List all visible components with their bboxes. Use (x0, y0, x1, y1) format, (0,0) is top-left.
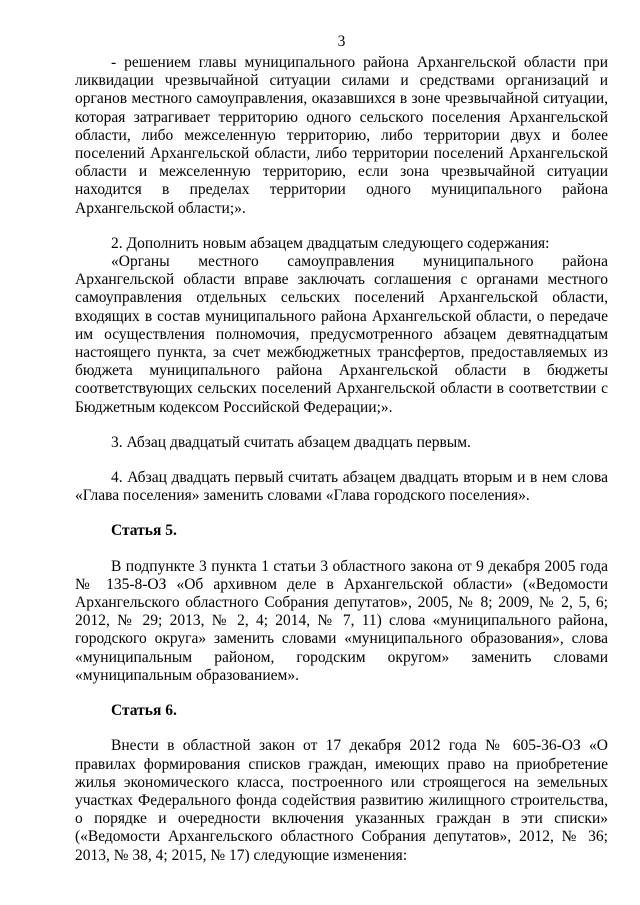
paragraph-amendment-2: 2. Дополнить новым абзацем двадцатым следующего содержания: (111, 234, 550, 252)
paragraph-amendment-4: 4. Абзац двадцать первый считать абзацем двадцать вторым и в нем слова «Глава поселения» заменить словами «Глава городского поселения». (75, 469, 608, 505)
paragraph-decision-clause: - решением главы муниципального района Архангельской области при ликвидации чрезвычайной ситуации силами и средствами организаций и органов местного самоуправления, оказавшихся в зоне чрезвычайной ситуации, которая затрагивает территорию одного сельского поселения Архангельской области, либо межселенную территорию, либо территории двух и более поселений Архангельской области, либо территории поселений Архангельской области и межселенную территорию, если зона чрезвычайной ситуации находится в пределах территории одного муниципального района Архангельской области;». (75, 54, 608, 217)
page-number: 3 (337, 33, 346, 50)
paragraph-article-5-body: В подпункте 3 пункта 1 статьи 3 областного закона от 9 декабря 2005 года № 135-8-ОЗ «Об архивном деле в Архангельской области» («Ведомости Архангельского областного Собрания депутатов», 2005, № 8; 2009, № 2, 5, 6; 2012, № 29; 2013, № 2, 4; 2014, № 7, 11) слова «муниципального района, городского округа» заменить словами «муниципального образования», слова «муниципальным районом, городским округом» заменить словами «муниципальным образованием». (75, 557, 608, 684)
article-5-heading: Статья 5. (111, 522, 177, 540)
paragraph-amendment-3: 3. Абзац двадцатый считать абзацем двадцать первым. (111, 433, 471, 451)
paragraph-quoted-agreement: «Органы местного самоуправления муниципального района Архангельской области вправе заключать соглашения с органами местного самоуправления отдельных сельских поселений Архангельской области, входящих в состав муниципального района Архангельской области, о передаче им осуществления полномочия, предусмотренного абзацем девятнадцатым настоящего пункта, за счет межбюджетных трансфертов, предоставляемых из бюджета муниципального района Архангельской области в бюджеты соответствующих сельских поселений Архангельской области в соответствии с Бюджетным кодексом Российской Федерации;». (75, 253, 608, 416)
article-6-heading: Статья 6. (111, 702, 177, 720)
paragraph-article-6-body: Внести в областной закон от 17 декабря 2012 года № 605-36-ОЗ «О правилах формирования списков граждан, имеющих право на приобретение жилья экономического класса, построенного или строящегося на земельных участках Федерального фонда содействия развитию жилищного строительства, о порядке и очередности включения указанных граждан в эти списки» («Ведомости Архангельского областного Собрания депутатов», 2012, № 36; 2013, № 38, 4; 2015, № 17) следующие изменения: (75, 737, 608, 864)
document-page (75, 32, 608, 865)
